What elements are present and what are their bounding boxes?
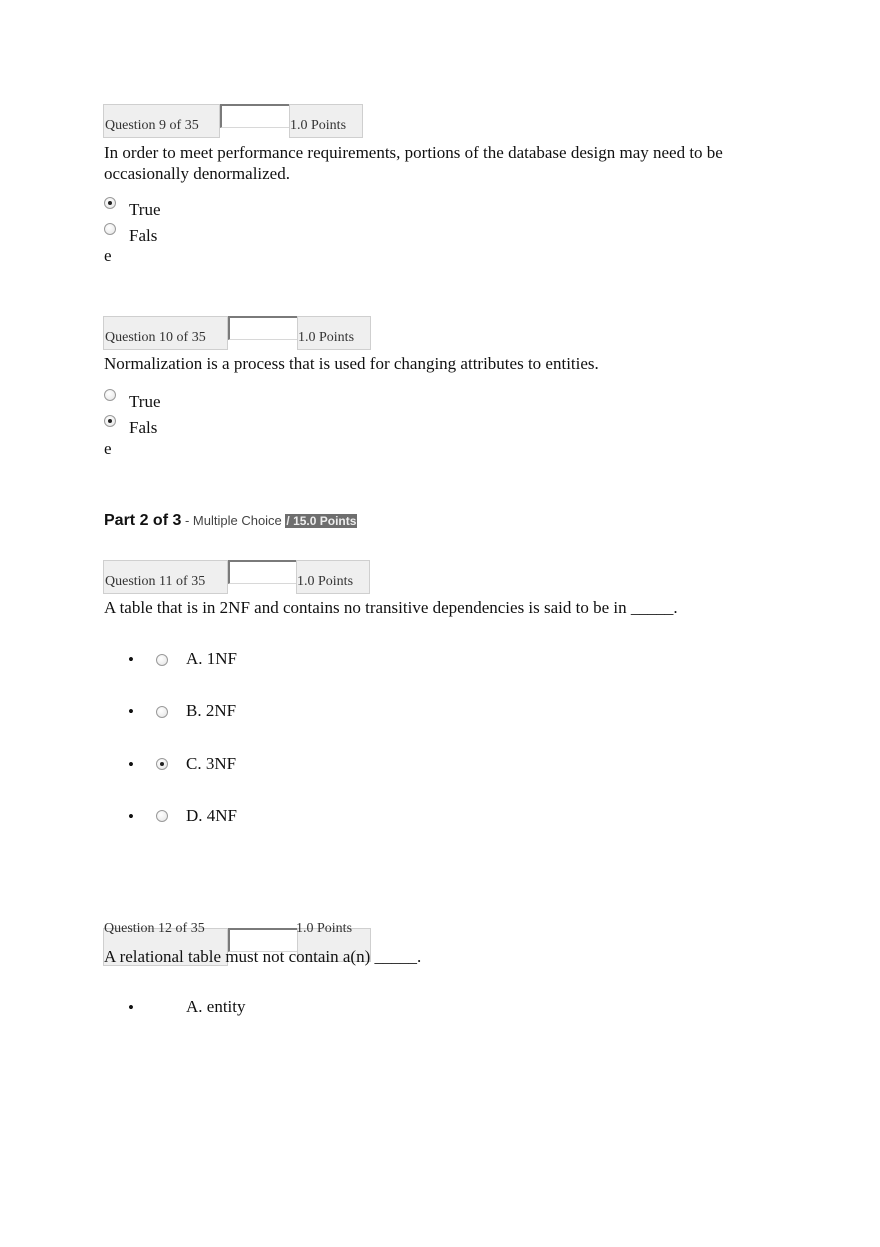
question-text: Normalization is a process that is used for changing attributes to entities.: [104, 354, 599, 373]
score-input[interactable]: [228, 316, 304, 340]
bullet: •: [128, 755, 134, 774]
option-label-false: Fals: [129, 418, 158, 437]
radio-true[interactable]: [104, 389, 116, 401]
part-header: [104, 512, 357, 530]
question-points: 1.0 Points: [296, 921, 353, 936]
question-header: [103, 104, 363, 138]
option-label-c: C. 3NF: [186, 754, 237, 773]
option-label-a: A. 1NF: [186, 649, 238, 668]
bullet: •: [128, 807, 134, 826]
option-label-a: A. entity: [186, 997, 246, 1016]
question-points: 1.0 Points: [297, 316, 371, 350]
question-points: 1.0 Points: [289, 104, 363, 138]
part-points: / 15.0 Points: [286, 514, 357, 528]
question-number: Question 9 of 35: [103, 104, 220, 138]
question-text-line: In order to meet performance requirements, portions of the database design may need to be: [104, 143, 723, 162]
option-label-true: True: [129, 392, 161, 411]
option-label-false: Fals: [129, 226, 158, 245]
question-number: Question 10 of 35: [103, 316, 228, 350]
question-header: [103, 316, 371, 350]
option-label-wrap: e: [104, 439, 112, 458]
question-text: A table that is in 2NF and contains no transitive dependencies is said to be in _____.: [104, 598, 678, 617]
part-title: Part 2 of 3: [104, 512, 182, 529]
question-header: [103, 560, 370, 594]
radio-false[interactable]: [104, 223, 116, 235]
question-text: A relational table must not contain a(n) _____.: [104, 947, 422, 966]
question-points: 1.0 Points: [296, 560, 370, 594]
radio-option-a[interactable]: [156, 654, 168, 666]
score-input[interactable]: [228, 560, 304, 584]
question-text: [104, 142, 804, 184]
option-label-true: True: [129, 200, 161, 219]
part-subtitle: - Multiple Choice: [181, 513, 286, 528]
radio-false[interactable]: [104, 415, 116, 427]
option-label-wrap: e: [104, 246, 112, 265]
option-label-b: B. 2NF: [186, 701, 237, 720]
radio-option-b[interactable]: [156, 706, 168, 718]
radio-true[interactable]: [104, 197, 116, 209]
bullet: •: [128, 702, 134, 721]
question-number: Question 12 of 35: [104, 921, 205, 936]
radio-option-d[interactable]: [156, 810, 168, 822]
bullet: •: [128, 650, 134, 669]
bullet: •: [128, 998, 134, 1017]
question-number: Question 11 of 35: [103, 560, 228, 594]
question-text-line: occasionally denormalized.: [104, 164, 290, 183]
option-label-d: D. 4NF: [186, 806, 238, 825]
score-input[interactable]: [220, 104, 296, 128]
radio-option-c[interactable]: [156, 758, 168, 770]
